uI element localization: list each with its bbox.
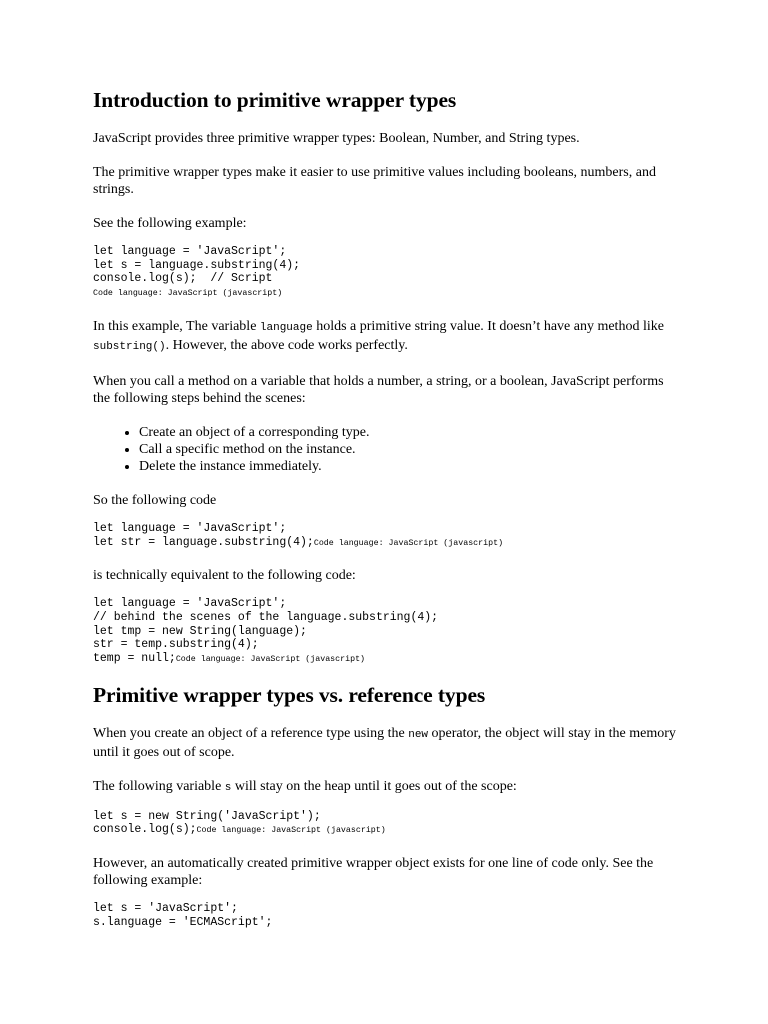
paragraph-explanation xyxy=(93,318,683,356)
paragraph-following-code: So the following code xyxy=(93,492,217,508)
code-language-label: Code language: JavaScript (javascript) xyxy=(93,289,283,299)
code-line: // behind the scenes of the language.substring(4); xyxy=(93,610,439,624)
code-line: console.log(s); xyxy=(93,823,197,837)
text: operator, the object will stay in the memory until it goes out of scope. xyxy=(93,725,676,760)
section-heading-intro: Introduction to primitive wrapper types xyxy=(93,88,457,112)
list-item: • Delete the instance immediately. xyxy=(139,458,683,475)
document-content xyxy=(93,86,683,930)
code-line: let tmp = new String(language); xyxy=(93,624,307,638)
code-line: let language = 'JavaScript'; xyxy=(93,521,287,535)
text: In this example, The variable xyxy=(93,318,260,334)
text: will stay on the heap until it goes out of the scope: xyxy=(231,778,517,794)
code-line: let s = language.substring(4); xyxy=(93,258,301,272)
text: The following variable xyxy=(93,778,225,794)
text: . However, the above code works perfectly. xyxy=(165,337,408,353)
code-line: s.language = 'ECMAScript'; xyxy=(93,915,273,929)
code-line: temp = null; xyxy=(93,652,176,666)
code-block-new-string xyxy=(93,810,683,838)
text: holds a primitive string value. It doesn’t have any method like xyxy=(312,318,664,334)
list-item: • Call a specific method on the instance. xyxy=(139,441,683,458)
inline-code-language: language xyxy=(259,321,313,334)
paragraph-auto-wrapper: However, an automatically created primitive wrapper object exists for one line of code only. See the following example: xyxy=(93,856,654,889)
inline-code-s: s xyxy=(224,781,232,794)
steps-list xyxy=(93,424,683,475)
code-line: let s = new String('JavaScript'); xyxy=(93,809,321,823)
paragraph-behind-scenes: When you call a method on a variable that holds a number, a string, or a boolean, JavaScript performs the following steps behind the scenes: xyxy=(93,373,664,406)
code-language-label: Code language: JavaScript (javascript) xyxy=(313,538,504,548)
paragraph-see-example: See the following example: xyxy=(93,216,247,231)
paragraph-reference-type xyxy=(93,725,683,761)
code-language-label: Code language: JavaScript (javascript) xyxy=(196,826,386,836)
section-heading-reference-types: Primitive wrapper types vs. reference types xyxy=(93,682,486,707)
inline-code-new: new xyxy=(408,728,429,741)
paragraph-heap xyxy=(93,778,683,797)
code-line: let language = 'JavaScript'; xyxy=(93,245,287,258)
paragraph-equivalent: is technically equivalent to the following code: xyxy=(93,568,356,584)
text: When you create an object of a reference type using the xyxy=(93,725,409,741)
code-line: console.log(s); // Script xyxy=(93,272,273,286)
code-language-label: Code language: JavaScript (javascript) xyxy=(175,655,366,665)
paragraph-wrapper-purpose: The primitive wrapper types make it easier to use primitive values including booleans, numbers, and strings. xyxy=(93,165,656,197)
code-block-example xyxy=(93,245,683,301)
inline-code-substring: substring() xyxy=(93,340,166,353)
code-block-equivalent xyxy=(93,597,683,667)
code-line: let str = language.substring(4); xyxy=(93,535,314,549)
paragraph-intro: JavaScript provides three primitive wrapper types: Boolean, Number, and String types. xyxy=(93,131,580,146)
code-line: let language = 'JavaScript'; xyxy=(93,597,287,611)
code-line: let s = 'JavaScript'; xyxy=(93,902,238,916)
code-block-substring xyxy=(93,522,683,550)
code-block-auto-wrapper xyxy=(93,902,683,929)
list-item: • Create an object of a corresponding type. xyxy=(139,424,683,441)
code-line: str = temp.substring(4); xyxy=(93,638,259,652)
